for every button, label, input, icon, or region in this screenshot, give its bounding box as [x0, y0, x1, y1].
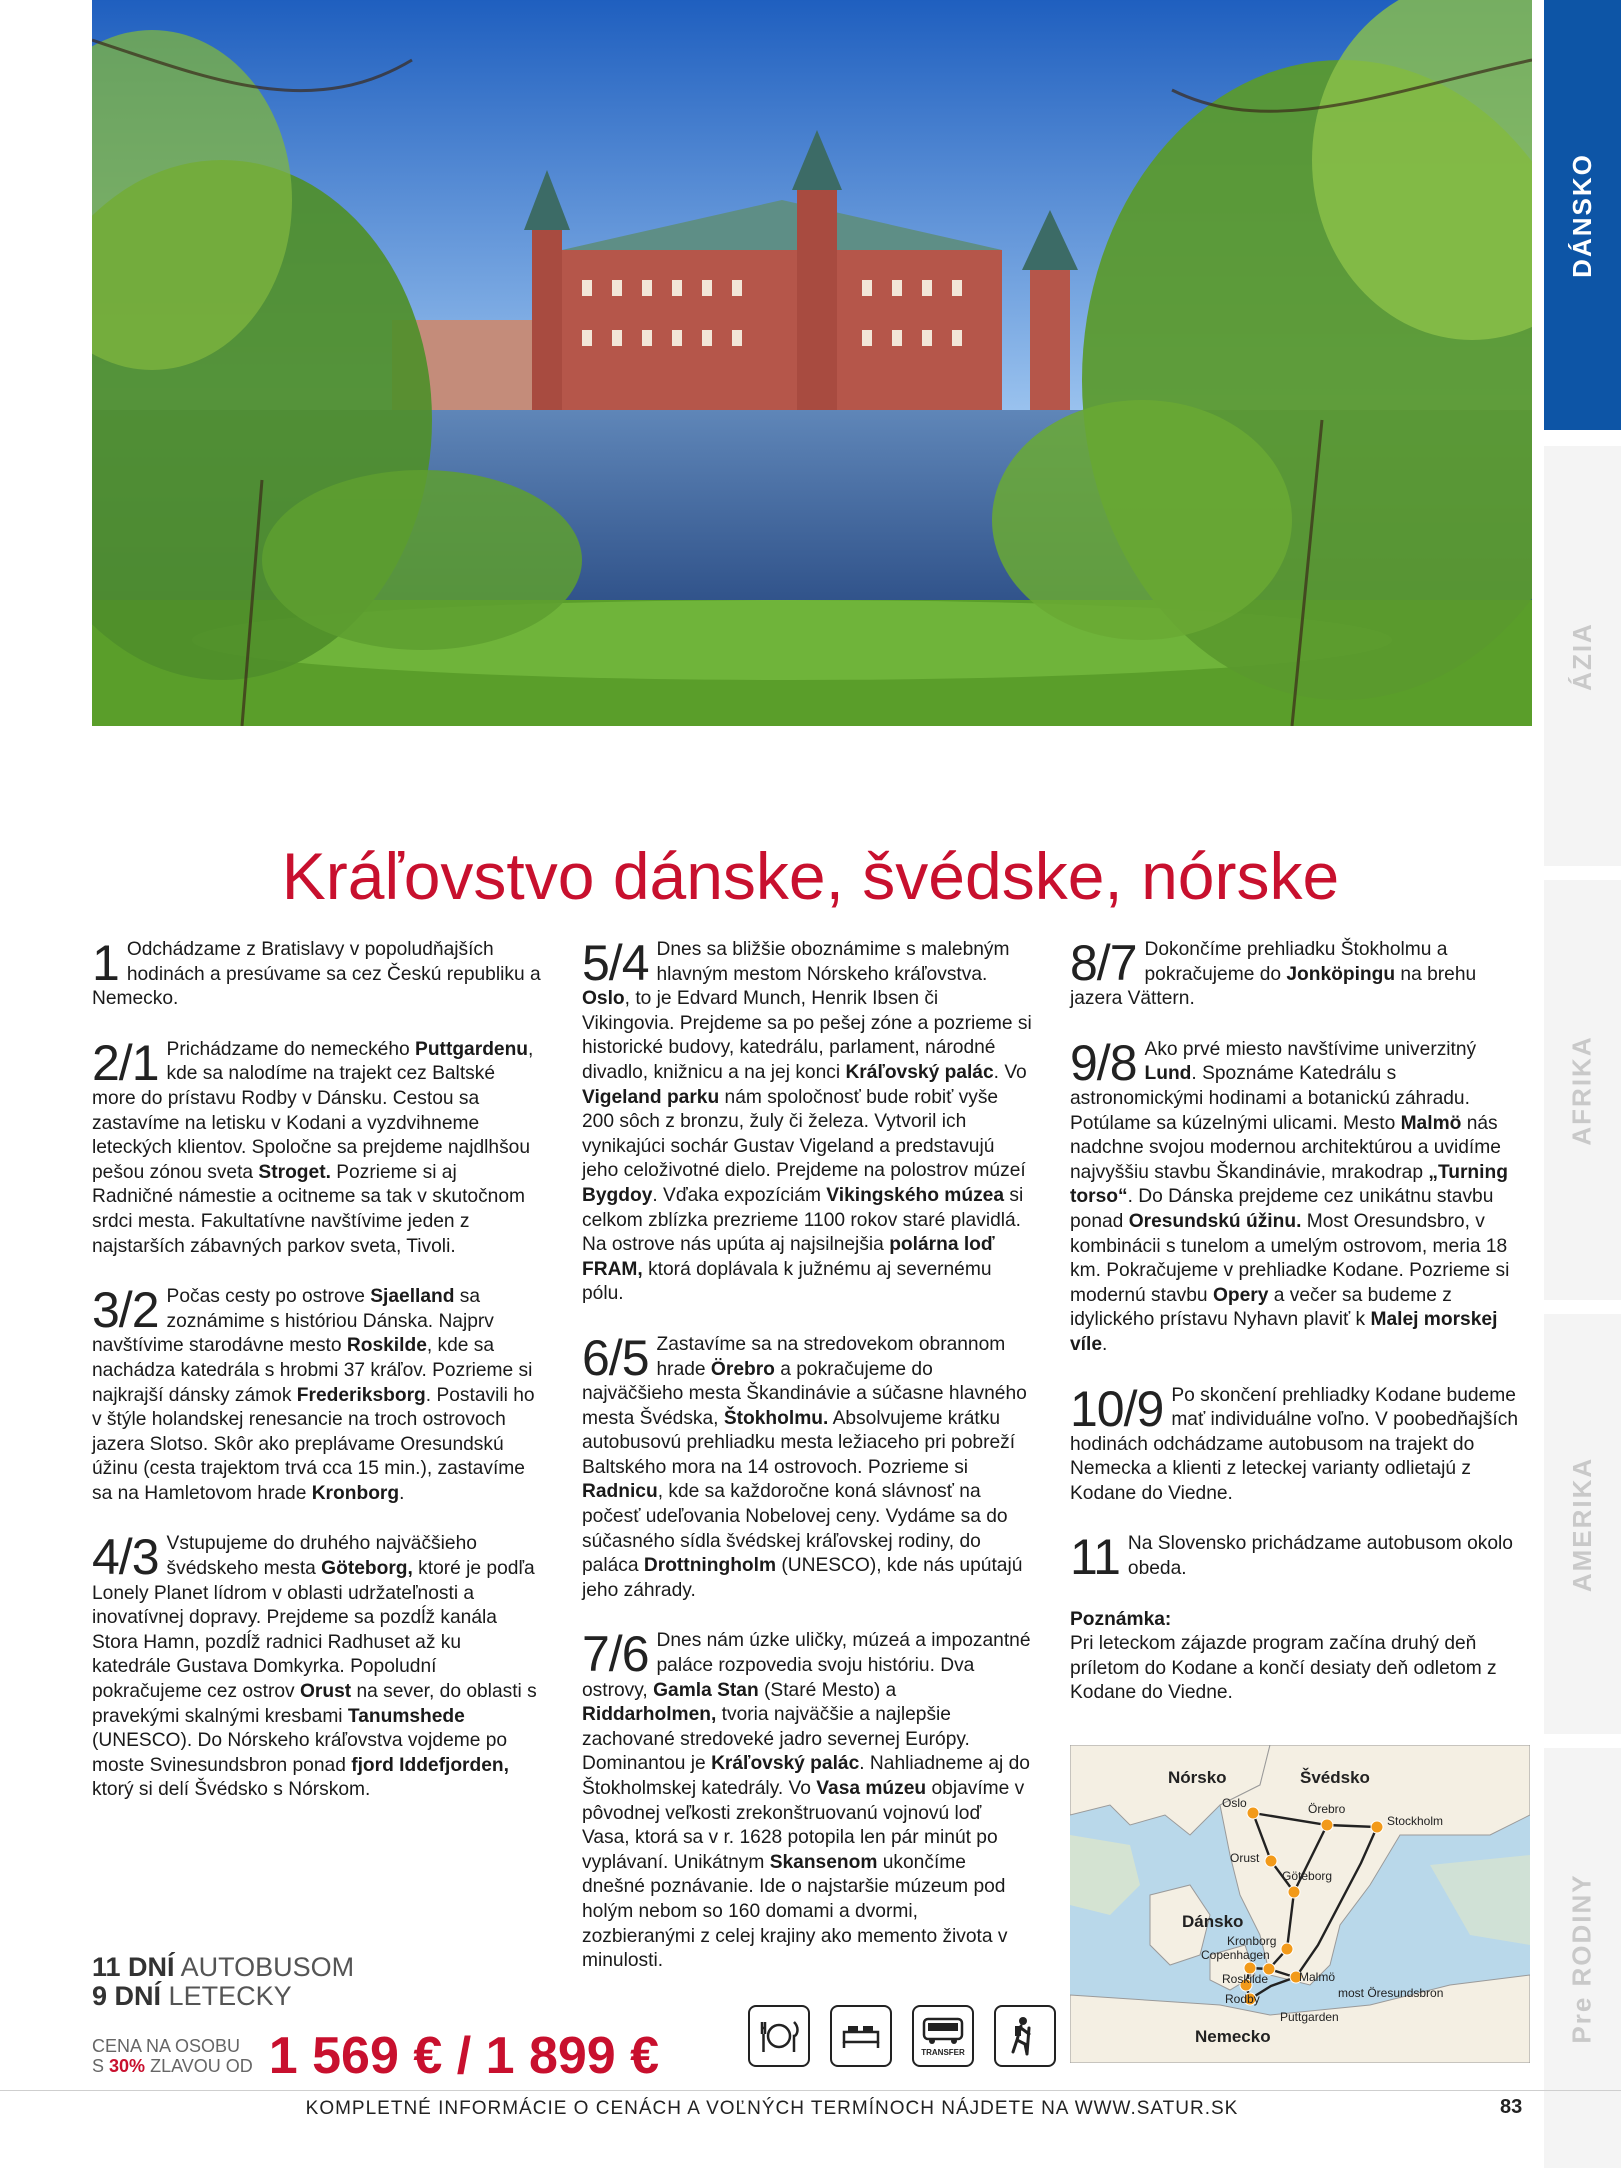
hero-photo-frederiksborg-castle — [92, 0, 1532, 726]
itinerary-day — [92, 1282, 542, 1506]
itinerary-day — [1070, 1529, 1520, 1586]
day-number: 10/9 — [1070, 1380, 1164, 1437]
itinerary-column-1 — [92, 935, 542, 1829]
map-label-country: Dánsko — [1182, 1912, 1244, 1931]
map-label-country: Nórsko — [1168, 1768, 1227, 1787]
note-text: Pri leteckom zájazde program začína druhý deň príletom do Kodane a končí desiaty deň odletom z Kodane do Viedne. — [1070, 1633, 1497, 1704]
itinerary-day — [92, 1034, 542, 1259]
day-text: Po skončení prehliadky Kodane budeme mať individuálne voľno. V poobedňajších hodinách odchádzame autobusom na trajekt do Nemecka a klienti z leteckej varianty odlietajú z Kodane do Viedne. — [1070, 1384, 1518, 1504]
map-label-city: Göteborg — [1282, 1869, 1333, 1883]
map-point — [1288, 1886, 1300, 1898]
day-number: 6/5 — [582, 1329, 649, 1386]
map-label-city: Malmö — [1299, 1970, 1336, 1984]
itinerary-day — [92, 935, 542, 1012]
map-label-city: Orust — [1230, 1851, 1260, 1865]
map-point — [1247, 1807, 1259, 1819]
map-label-city: most Öresundsbron — [1338, 1986, 1444, 2000]
bed-icon — [830, 2005, 892, 2067]
map-label-city: Oslo — [1222, 1796, 1247, 1810]
day-text: Na Slovensko prichádzame autobusom okolo obeda. — [1127, 1533, 1513, 1580]
day-number: 3/2 — [92, 1282, 159, 1339]
price-block — [92, 2026, 659, 2086]
map-label-country: Švédsko — [1300, 1768, 1370, 1787]
map-label-city: Örebro — [1308, 1802, 1346, 1816]
day-text: Vstupujeme do druhého najväčšieho švédskeho mesta Göteborg, ktoré je podľa Lonely Planet lídrom v oblasti udržateľnosti a inovatívnej dopravy. Prejdeme sa pozdĺž kanála Stora Hamn, pozdĺž radnici Radhuset až ku katedrále Gustava Domkyrka. Popoludní pokračujeme cez ostrov Orust na sever, do oblasti s pravekými skalnými kresbami Tanumshede (UNESCO). Do Nórskeho kráľovstva vojdeme po moste Svinesundsbron ponad fjord Iddefjorden, ktorý si delí Švédsko s Nórskom. — [92, 1533, 537, 1801]
tab-dansko[interactable]: DÁNSKO — [1544, 0, 1621, 430]
note-box — [1070, 1608, 1520, 1706]
service-icons — [748, 2005, 1056, 2067]
itinerary-day — [1070, 1034, 1520, 1358]
section-tabs — [1544, 0, 1621, 2160]
map-label-city: Kronborg — [1227, 1934, 1277, 1948]
map-label-city: Rodby — [1225, 1992, 1260, 2006]
map-point — [1371, 1821, 1383, 1833]
day-text: Odchádzame z Bratislavy v popoludňajších hodinách a presúvame sa cez Českú republiku a Nemecko. — [92, 939, 541, 1010]
itinerary-column-3 — [1070, 935, 1520, 1706]
duration-bus: 11 DNÍ AUTOBUSOM — [92, 1952, 355, 1982]
map-label-country: Nemecko — [1195, 2027, 1271, 2046]
transfer-icon — [912, 2005, 974, 2067]
page-title: Kráľovstvo dánske, švédske, nórske — [281, 839, 1340, 914]
tab-azia[interactable]: ÁZIA — [1544, 446, 1621, 866]
note-title: Poznámka: — [1070, 1608, 1172, 1630]
day-text: Dokončíme prehliadku Štokholmu a pokračujeme do Jonköpingu na brehu jazera Vättern. — [1070, 939, 1477, 1010]
price-label: CENA NA OSOBU S 30% ZLAVOU OD — [92, 2036, 253, 2076]
tab-afrika[interactable]: AFRIKA — [1544, 880, 1621, 1300]
map-point — [1265, 1855, 1277, 1867]
day-text: Počas cesty po ostrove Sjaelland sa zoznámime s históriou Dánska. Najprv navštívime starodávne mesto Roskilde, kde sa nachádza katedrála s hrobmi 37 kráľov. Pozrieme si najkrajší dánsky zámok Frederiksborg. Postavili ho v štýle holandskej renesancie na troch ostrovoch jazera Slotso. Skôr ako preplávame Oresundskú úžinu (cesta trajektom trvá cca 15 min.), zastavíme sa na Hamletovom hrade Kronborg. — [92, 1286, 535, 1504]
meal-icon — [748, 2005, 810, 2067]
hiking-icon — [994, 2005, 1056, 2067]
itinerary-column-2 — [582, 935, 1032, 2000]
itinerary-day — [582, 1626, 1032, 1973]
day-number: 4/3 — [92, 1529, 159, 1586]
map-point — [1321, 1819, 1333, 1831]
route-map — [1070, 1745, 1530, 2063]
day-text: Dnes sa bližšie oboznámime s malebným hlavným mestom Nórskeho kráľovstva. Oslo, to je Edvard Munch, Henrik Ibsen či Vikingovia. Prejdeme sa po pešej zóne a pozrieme si historické budovy, katedrálu, parlament, národné divadlo, knižnicu a na jej konci Kráľovský palác. Vo Vigeland parku nám spoločnosť bude robiť vyše 200 sôch z bronzu, žuly či železa. Vytvoril ich vynikajúci sochár Gustav Vigeland a predstavujú jeho celoživotné dielo. Prejdeme na polostrov múzeí Bygdoy. Vďaka expozíciám Vikingského múzea si celkom zblízka prezrieme 1100 rokov staré plavidlá. Na ostrove nás upúta aj najsilnejšia polárna loď FRAM, ktorá doplávala k južnému aj severnému pólu. — [582, 939, 1032, 1305]
day-number: 5/4 — [582, 935, 649, 991]
day-text: Zastavíme sa na stredovekom obrannom hrade Örebro a pokračujeme do najväčšieho mesta Škandinávie a súčasne hlavného mesta Švédska, Štokholmu. Absolvujeme krátku autobusovú prehliadku mesta ležiaceho pri pobreží Baltského mora na 14 ostrovoch. Pozrieme si Radnicu, kde sa každoročne koná slávnosť na počesť udeľovania Nobelovej ceny. Vydáme sa do súčasného sídla švédskej kráľovskej rodiny, do paláca Drottningholm (UNESCO), kde nás upútajú jeho záhrady. — [582, 1333, 1027, 1601]
page-number: 83 — [1500, 2096, 1523, 2118]
map-label-city: Copenhagen — [1201, 1948, 1270, 1962]
day-number: 9/8 — [1070, 1034, 1137, 1091]
tab-pre-rodiny[interactable]: Pre RODINY — [1544, 1748, 1621, 2168]
duration-air: 9 DNÍ LETECKY — [92, 1981, 292, 2011]
price-value: 1 569 € / 1 899 € — [268, 2027, 660, 2085]
day-number: 8/7 — [1070, 935, 1137, 991]
tab-amerika[interactable]: AMERIKA — [1544, 1314, 1621, 1734]
map-label-city: Roskilde — [1222, 1972, 1269, 1986]
day-number: 1 — [92, 935, 119, 991]
footer-info-text: KOMPLETNÉ INFORMÁCIE O CENÁCH A VOĽNÝCH TERMÍNOCH NÁJDETE NA WWW.SATUR.SK — [305, 2098, 1239, 2119]
map-label-city: Puttgarden — [1280, 2010, 1339, 2024]
day-text: Ako prvé miesto navštívime univerzitný Lund. Spoznáme Katedrálu s astronomickými hodinami a botanickú záhradu. Potúlame sa kúzelnými ulicami. Mesto Malmö nás nadchne svojou modernou architektúrou a uvidíme najvyššiu stavbu Škandinávie, mrakodrap „Turning torso“. Do Dánska prejdeme cez unikátnu stavbu ponad Oresundskú úžinu. Most Oresundsbro, v kombinácii s tunelom a umelým ostrovom, meria 18 km. Pokračujeme v prehliadke Kodane. Pozrieme si modernú stavbu Opery a večer sa budeme z idylického prístavu Nyhavn plaviť k Malej morskej víle. — [1070, 1038, 1510, 1355]
day-number: 2/1 — [92, 1034, 159, 1091]
map-label-city: Stockholm — [1387, 1814, 1444, 1828]
itinerary-day — [1070, 1380, 1520, 1507]
itinerary-day — [92, 1529, 542, 1803]
day-number: 7/6 — [582, 1626, 649, 1683]
itinerary-day — [1070, 935, 1520, 1012]
trip-duration — [92, 1953, 354, 2011]
day-text: Prichádzame do nemeckého Puttgardenu, kde sa nalodíme na trajekt cez Baltské more do prístavu Rodby v Dánsku. Cestou sa zastavíme na letisku v Kodani a vyzdvihneme leteckých klientov. Spoločne sa prejdeme najdlhšou pešou zónou sveta Stroget. Pozrieme si aj Radničné námestie a ocitneme sa tak v skutočnom srdci mesta. Fakultatívne navštívime jeden z najstarších zábavných parkov sveta, Tivoli. — [92, 1038, 534, 1257]
day-number: 11 — [1070, 1529, 1120, 1586]
itinerary-day — [582, 1329, 1032, 1604]
day-text: Dnes nám úzke uličky, múzeá a impozantné paláce rozpovedia svoju históriu. Dva ostrovy, Gamla Stan (Staré Mesto) a Riddarholmen, tvoria najväčšie a najlepšie zachované stredoveké jadro severnej Európy. Dominantou je Kráľovský palác. Nahliadneme aj do Štokholmskej katedrály. Vo Vasa múzeu objavíme v pôvodnej veľkosti zrekonštruovanú vojnovú loď Vasa, ktorá sa v r. 1628 potopila len pár minút po vyplávaní. Unikátnym Skansenom ukončíme dnešné poznávanie. Ide o najstaršie múzeum pod holým nebom so 160 domami a dvormi, zozbieranými z celej krajiny ako memento života v minulosti. — [582, 1630, 1031, 1972]
itinerary-day — [582, 935, 1032, 1307]
map-point — [1281, 1943, 1293, 1955]
transfer-label: TRANSFER — [921, 2048, 965, 2057]
